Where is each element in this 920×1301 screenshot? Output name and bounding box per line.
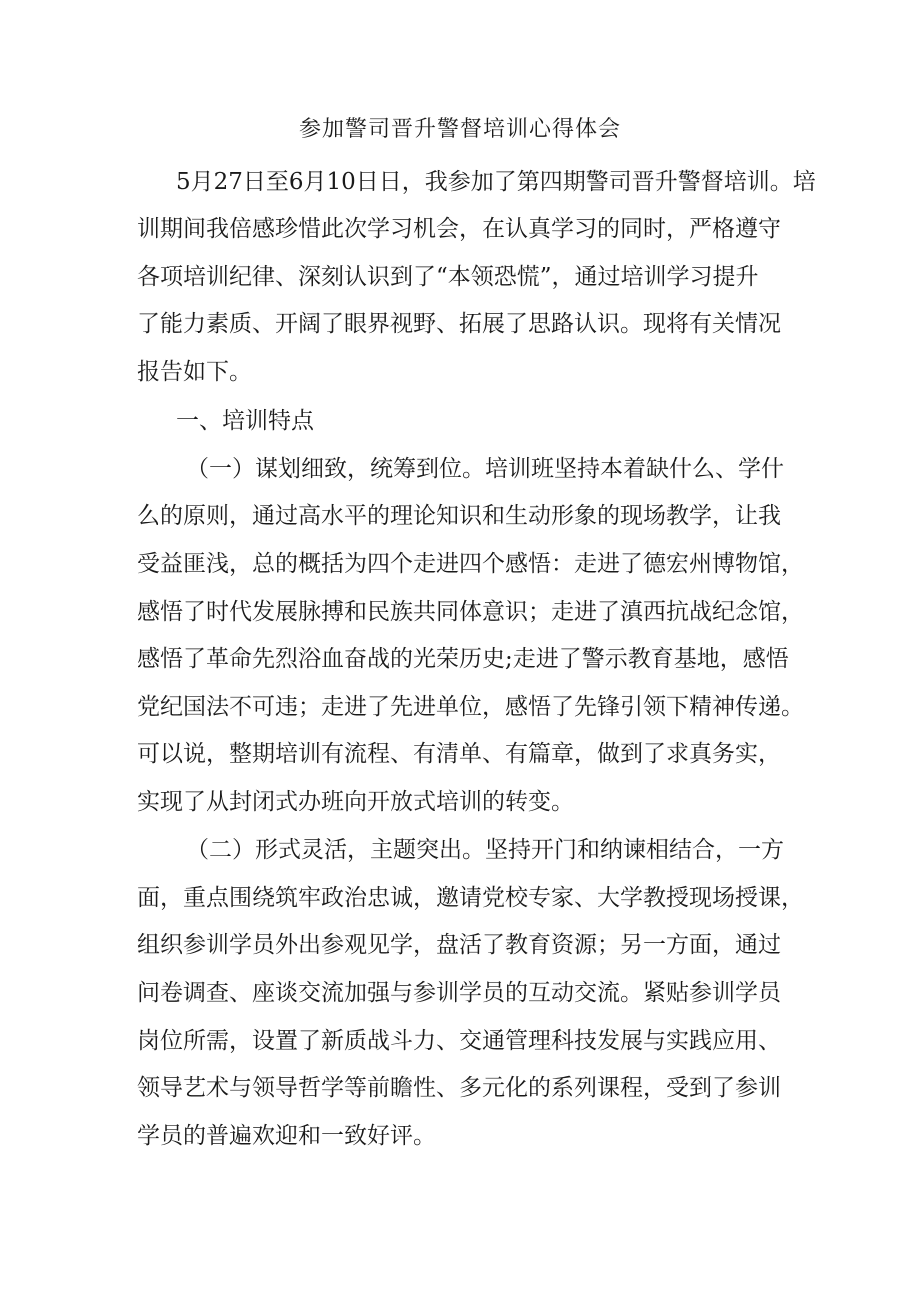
document-title: 参加警司晋升警督培训心得体会 <box>298 117 621 142</box>
paragraph-line: 了能力素质、开阔了眼界视野、拓展了思路认识。现将有关情况 <box>137 311 781 337</box>
paragraph-line: 领导艺术与领导哲学等前瞻性、多元化的系列课程，受到了参训 <box>137 1075 781 1101</box>
paragraph-line: （二）形式灵活，主题突出。坚持开门和纳谏相结合，一方 <box>186 837 784 863</box>
paragraph-line: 面，重点围绕筑牢政治忠诚，邀请党校专家、大学教授现场授课， <box>137 885 804 911</box>
paragraph-line: 么的原则，通过高水平的理论知识和生动形象的现场教学，让我 <box>137 503 781 529</box>
paragraph-line: 感悟了革命先烈浴血奋战的光荣历史;走进了警示教育基地，感悟 <box>137 646 789 672</box>
paragraph-line: 组织参训学员外出参观见学，盘活了教育资源；另一方面，通过 <box>137 932 781 958</box>
paragraph-line: 5月27日至6月10日日，我参加了第四期警司晋升警督培训。培 <box>176 169 816 195</box>
paragraph-line: 可以说，整期培训有流程、有清单、有篇章，做到了求真务实， <box>137 741 781 767</box>
paragraph-line: 各项培训纪律、深刻认识到了“本领恐慌”，通过培训学习提升 <box>137 264 759 290</box>
paragraph-line: 报告如下。 <box>137 359 252 385</box>
paragraph-line: （一）谋划细致，统筹到位。培训班坚持本着缺什么、学什 <box>186 456 784 482</box>
paragraph-line: 训期间我倍感珍惜此次学习机会，在认真学习的同时，严格遵守 <box>137 216 781 242</box>
paragraph-line: 岗位所需，设置了新质战斗力、交通管理科技发展与实践应用、 <box>137 1028 781 1054</box>
paragraph-line: 感悟了时代发展脉搏和民族共同体意识；走进了滇西抗战纪念馆， <box>137 599 804 625</box>
paragraph-line: 问卷调查、座谈交流加强与参训学员的互动交流。紧贴参训学员 <box>137 980 781 1006</box>
paragraph-line: 受益匪浅，总的概括为四个走进四个感悟：走进了德宏州博物馆， <box>137 551 804 577</box>
section-heading: 一、培训特点 <box>176 408 314 434</box>
paragraph-line: 实现了从封闭式办班向开放式培训的转变。 <box>137 789 574 815</box>
paragraph-line: 学员的普遍欢迎和一致好评。 <box>137 1123 436 1149</box>
paragraph-line: 党纪国法不可违；走进了先进单位，感悟了先锋引领下精神传递。 <box>137 694 804 720</box>
